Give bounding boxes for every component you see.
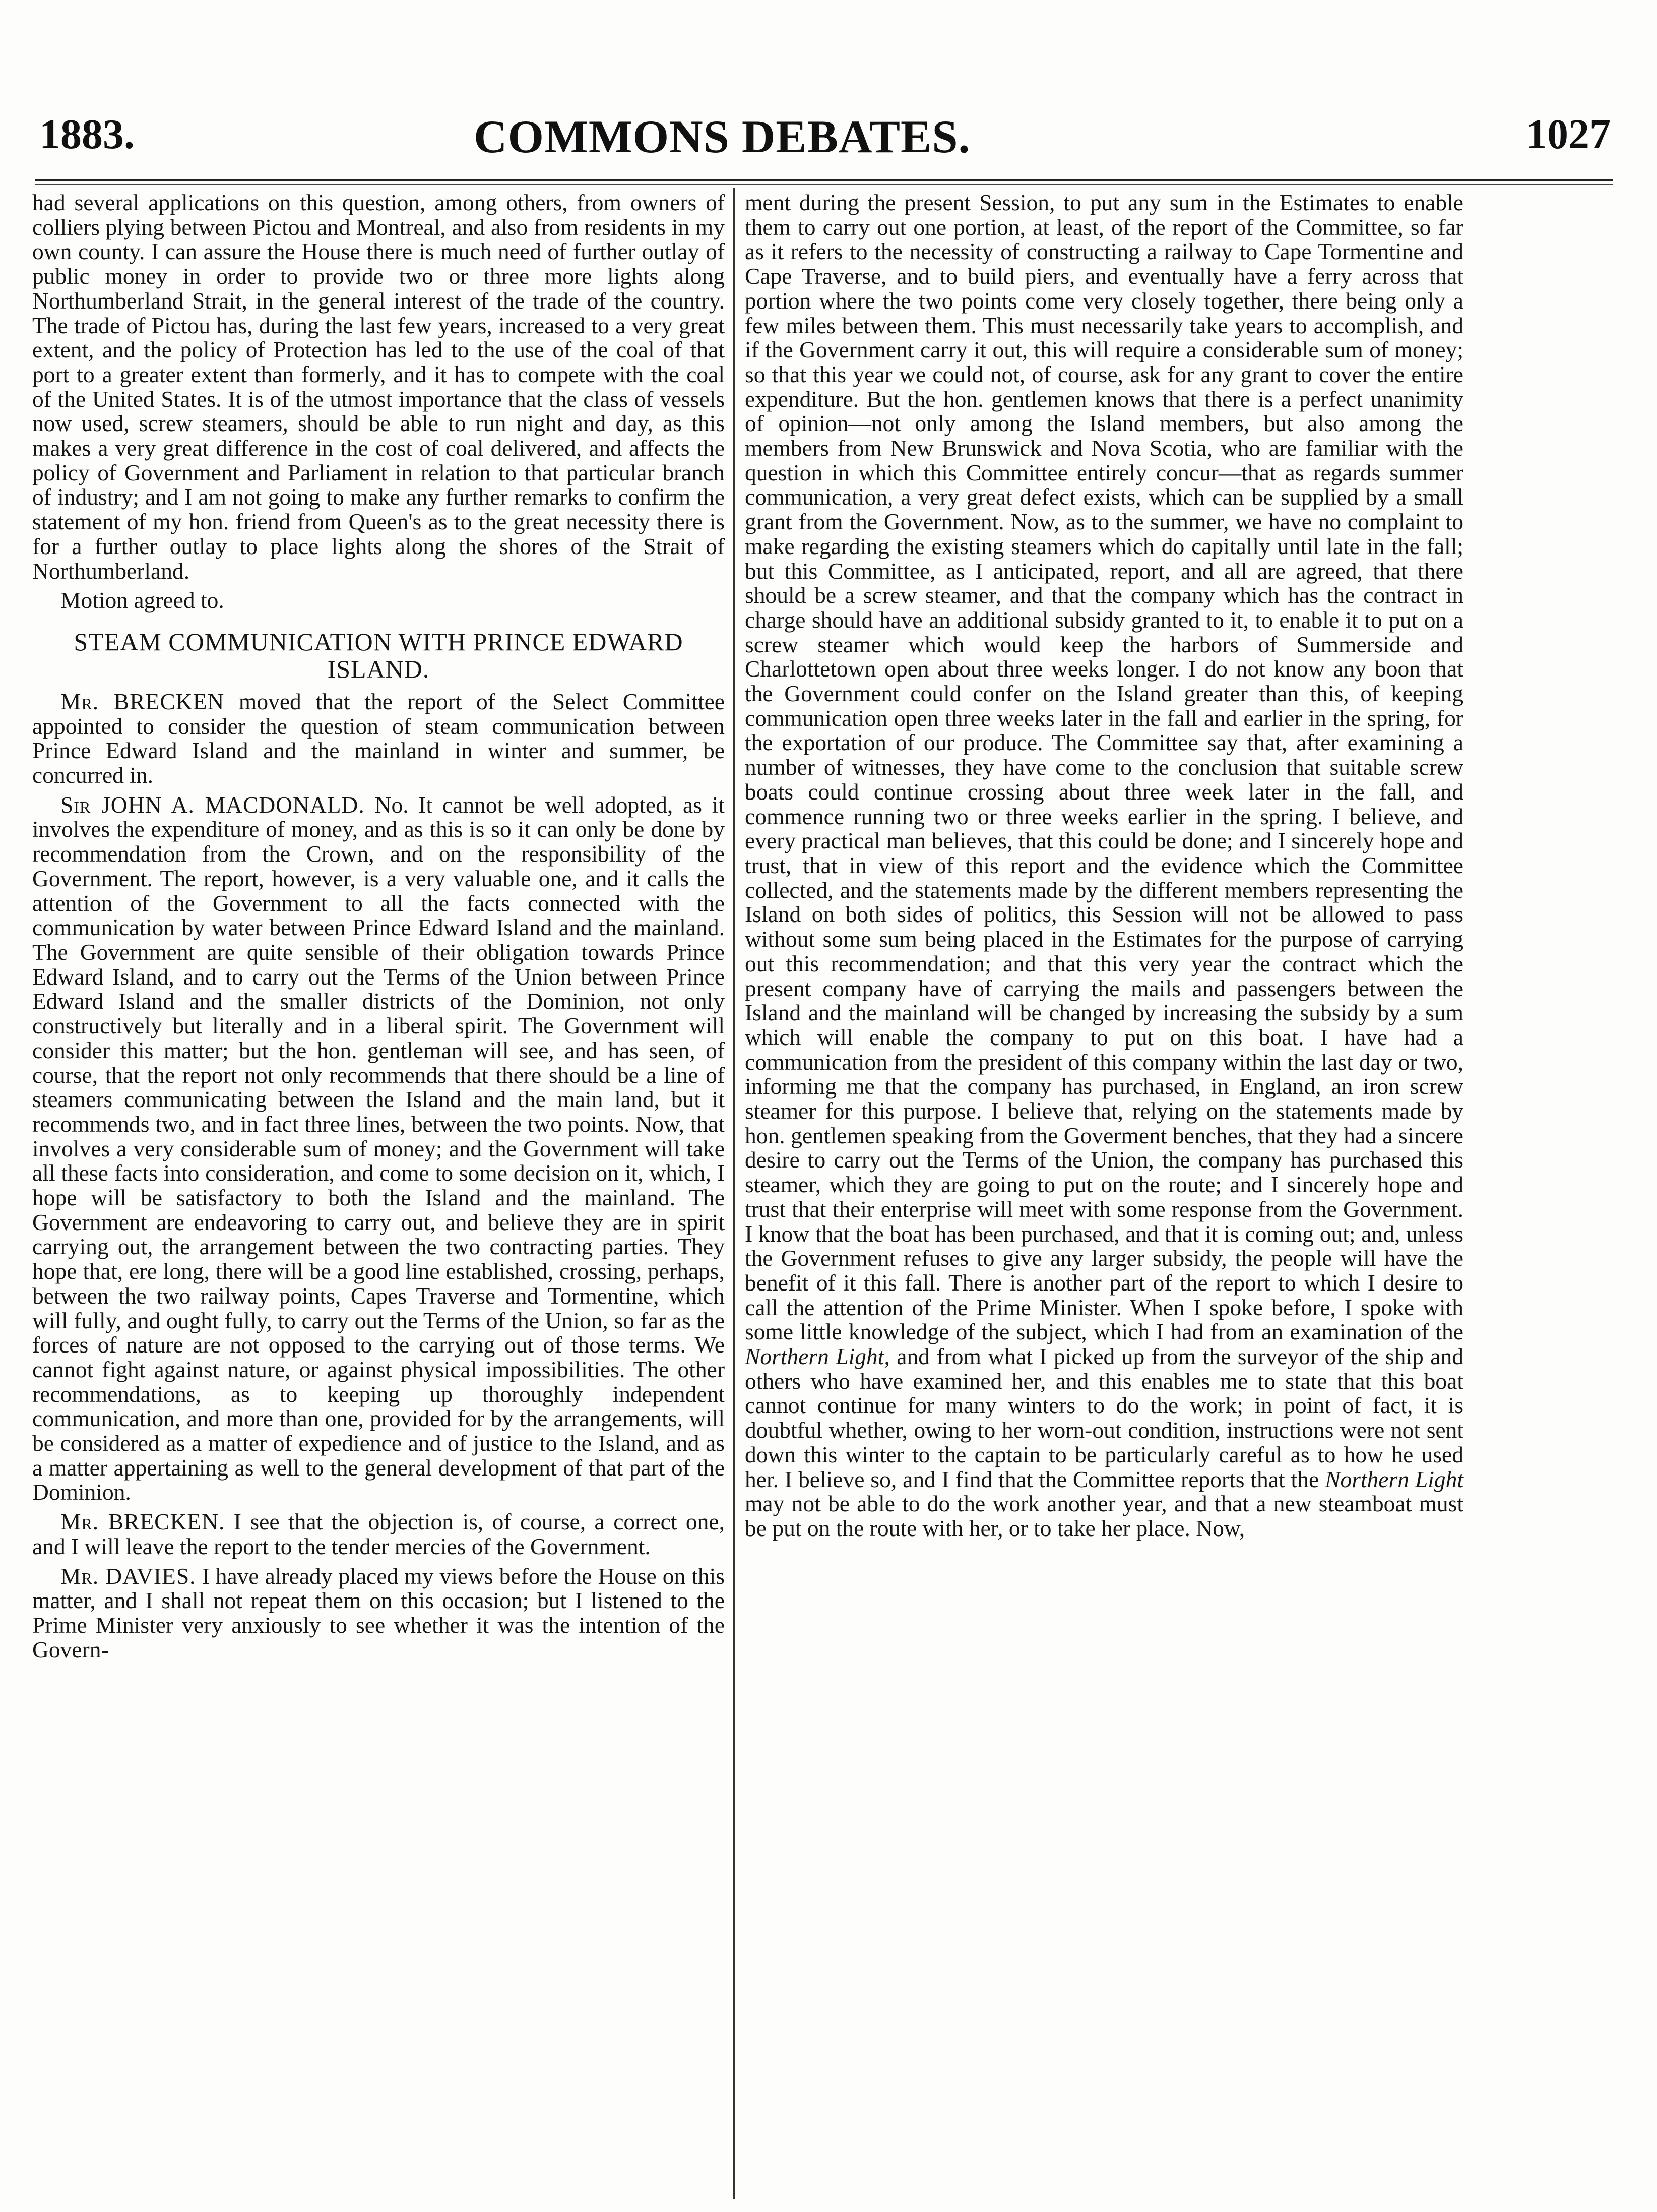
speech-text: moved that the report of the Select Committee appointed to consider the question of steam communication between Prince Edward Island and the mainland in winter and summer, be concurred in. xyxy=(32,688,725,788)
speaker-name: Mr. BRECKEN xyxy=(60,688,225,714)
speech-macdonald xyxy=(32,793,725,1505)
speech-text: may not be able to do the work another year, and that a new steamboat must be put on the route with her, or to take her place. Now, xyxy=(745,1491,1463,1541)
speech-brecken-motion xyxy=(32,690,725,788)
speech-text: ment during the present Session, to put any sum in the Estimates to enable them to carry out one portion, at least, of the report of the Committee, so far as it refers to the necessity of constructing a railway to Cape Tormentine and Cape Traverse, and to build piers, and eventually have a ferry across that portion where the two points come very closely together, there being only a few miles between them. This must necessarily take years to accomplish, and if the Government carry it out, this will require a considerable sum of money; so that this year we could not, of course, ask for any grant to cover the entire expenditure. But the hon. gentlemen knows that there is a perfect unanimity of opinion—not only among the Island members, but also among the members from New Brunswick and Nova Scotia, who are familiar with the question in which this Committee entirely concur—that as regards summer communication, a very great defect exists, which can be supplied by a small grant from the Government. Now, as to the summer, we have no complaint to make regarding the existing steamers which do capitally until late in the fall; but this Committee, as I anticipated, report, and all are agreed, that there should be a screw steamer, and that the company which has the contract in charge should have an additional subsidy granted to it, to enable it to put on a screw steamer which would keep the harbors of Summerside and Charlottetown open about three weeks longer. I do not know any boon that the Government could confer on the Island greater than this, of keeping communication open three weeks later in the fall and earlier in the spring, for the exportation of our produce. The Committee say that, after examining a number of witnesses, they have come to the conclusion that suitable screw boats could continue crossing about three week later in the fall, and commence running two or three weeks earlier in the spring. I believe, and every practical man believes, that this could be done; and I sincerely hope and trust, that in view of this report and the evidence which the Committee collected, and the statements made by the different members representing the Island on both sides of politics, this Session will not be allowed to pass without some sum being placed in the Estimates for the purpose of carrying out this recommendation; and that this very year the contract which the present company have of carrying the mails and passengers between the Island and the mainland will be changed by increasing the subsidy by a sum which will enable the company to put on this boat. I have had a communication from the president of this company within the last day or two, informing me that the company has purchased, in England, an iron screw steamer for this purpose. I believe that, relying on the statements made by hon. gentlemen speaking from the Goverment benches, that they had a sincere desire to carry out the Terms of the Union, the company has purchased this steamer, which they are going to put on the route; and I sincerely hope and trust that their enterprise will meet with some response from the Government. I know that the boat has been purchased, and that it is coming out; and, unless the Government refuses to give any larger subsidy, the people will have the benefit of it this fall. There is another part of the report to which I desire to call the attention of the Prime Minister. When I spoke before, I spoke with some little knowledge of the subject, which I had from an examination of the xyxy=(745,190,1463,1345)
column-divider xyxy=(733,188,735,2199)
header-year: 1883. xyxy=(39,111,135,158)
header-rule-thin xyxy=(35,184,1613,185)
section-heading xyxy=(32,628,725,683)
speech-davies-continued xyxy=(745,191,1463,1541)
speaker-name: Sir JOHN A. MACDONALD. xyxy=(60,791,365,818)
left-column xyxy=(32,191,725,1662)
header-rule xyxy=(35,179,1613,181)
paragraph-continuation: had several applications on this question, among others, from owners of colliers plying between Pictou and Montreal, and also from residents in my own county. I can assure the House there is much need of further outlay of public money in order to provide two or three more lights along Northumberland Strait, in the general interest of the trade of the country. The trade of Pictou has, during the last few years, increased to a very great extent, and the policy of Protection has led to the use of the coal of that port to a greater extent than formerly, and it has to compete with the coal of the United States. It is of the utmost importance that the class of vessels now used, screw steamers, should be able to run night and day, as this makes a very great difference in the cost of coal delivered, and affects the policy of Government and Parliament in relation to that particular branch of industry; and I am not going to make any further remarks to confirm the statement of my hon. friend from Queen's as to the great necessity there is for a further outlay to place lights along the shores of the Strait of Northumberland. xyxy=(32,190,725,584)
section-heading-line-1: STEAM COMMUNICATION WITH PRINCE EDWARD xyxy=(74,627,683,656)
section-heading-line-2: ISLAND. xyxy=(327,654,430,683)
header-page-number: 1027 xyxy=(1526,111,1611,158)
right-column xyxy=(745,191,1463,1541)
speech-brecken-reply xyxy=(32,1510,725,1559)
speech-davies-start xyxy=(32,1564,725,1663)
speaker-name: Mr. BRECKEN. xyxy=(60,1509,225,1535)
speech-text: and from what I picked up from the surveyor of the ship and others who have examined her, and this enables me to state that this boat cannot continue for many winters to do the work; in point of fact, it is doubtful whether, owing to her worn-out condition, instructions were not sent down this winter to the captain to be particularly careful as to how he used her. I believe so, and I find that the Committee reports that the xyxy=(745,1343,1463,1492)
speaker-name: Mr. DAVIES. xyxy=(60,1563,196,1589)
ship-name-northern-light: Northern Light xyxy=(1325,1466,1464,1492)
speech-text: I have already placed my views before the House on this matter, and I shall not repeat them on this occasion; but I listened to the Prime Minister very anxiously to see whether it was the intention of the Govern- xyxy=(32,1563,725,1663)
speech-text: No. It cannot be well adopted, as it involves the expenditure of money, and as this is so it can only be done by recommendation from the Crown, and on the responsibility of the Government. The report, however, is a very valuable one, and it calls the attention of the Government to all the facts connected with the communication by water between Prince Edward Island and the mainland. The Government are quite sensible of their obligation towards Prince Edward Island, and to carry out the Terms of the Union between Prince Edward Island and the smaller districts of the Dominion, not only constructively but literally and in a liberal spirit. The Government will consider this matter; but the hon. gentleman will see, and has seen, of course, that the report not only recommends that there should be a line of steamers communicating between the Island and the main land, but it recommends two, and in fact three lines, between the two points. Now, that involves a very considerable sum of money; and the Government will take all these facts into consideration, and come to some decision on it, which, I hope will be satisfactory to both the Island and the mainland. The Government are endeavoring to carry out, and believe they are in spirit carrying out, the arrangement between the two contracting parties. They hope that, ere long, there will be a good line established, crossing, perhaps, between the two railway points, Capes Traverse and Tormentine, which will fully, and ought fully, to carry out the Terms of the Union, so far as the forces of nature are not opposed to the carrying out of those terms. We cannot fight against nature, or against physical impossibilities. The other recommendations, as to keeping up thoroughly independent communication, and more than one, provided for by the arrangements, will be considered as a matter of expedience and of justice to the Island, and as a matter appertaining as well to the general development of that part of the Dominion. xyxy=(32,791,725,1505)
header-title: COMMONS DEBATES. xyxy=(474,111,971,162)
motion-agreed: Motion agreed to. xyxy=(60,587,224,613)
ship-name-northern-light: Northern Light, xyxy=(745,1343,890,1370)
speech-text: I see that the objection is, of course, a correct one, and I will leave the report to the tender mercies of the Government. xyxy=(32,1509,725,1559)
